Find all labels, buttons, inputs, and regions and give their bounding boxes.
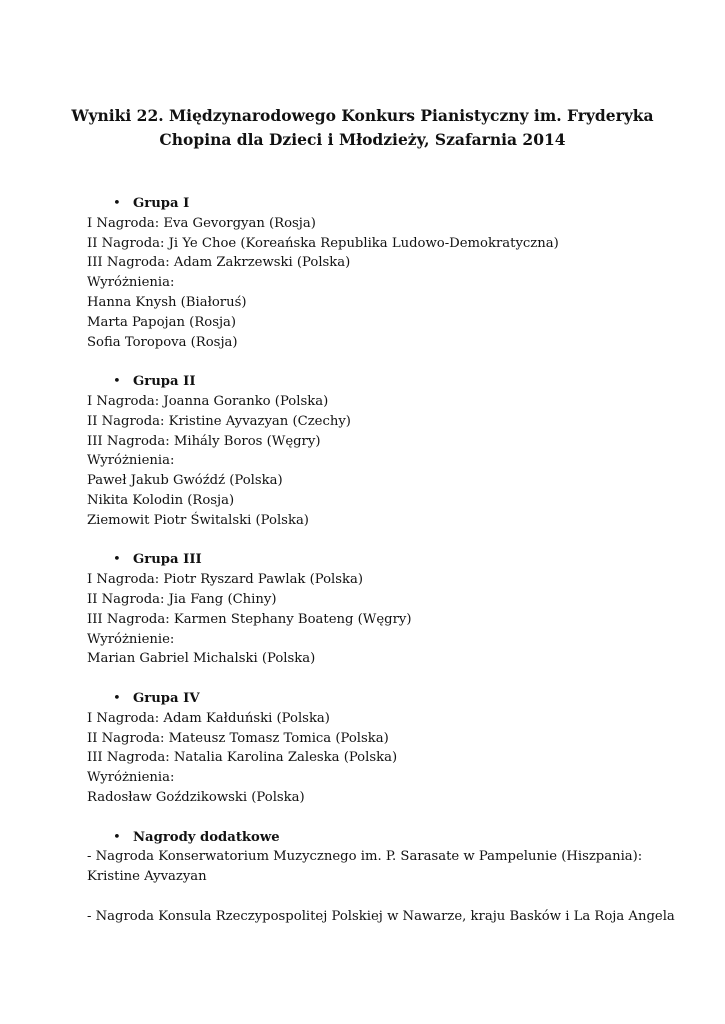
- group-heading-label: Grupa II: [133, 374, 196, 390]
- bullet-icon: •: [113, 690, 121, 706]
- spacer: [87, 352, 687, 372]
- result-line: III Nagroda: Adam Zakrzewski (Polska): [87, 255, 351, 271]
- bullet-icon: •: [113, 552, 121, 568]
- spacer: [87, 669, 687, 689]
- extra-prize-line: - Nagroda Konserwatorium Muzycznego im. P. Sarasate w Pampelunie (Hiszpania):: [87, 849, 643, 865]
- result-line: I Nagroda: Joanna Goranko (Polska): [87, 393, 329, 409]
- spacer: [87, 808, 687, 828]
- extra-prizes-heading: [87, 828, 687, 848]
- spacer: [87, 887, 687, 907]
- extra-prize-winner: Kristine Ayvazyan: [87, 869, 207, 885]
- result-line: Hanna Knysh (Białoruś): [87, 294, 247, 310]
- title-line-1: Wyniki 22. Międzynarodowego Konkurs Pianistyczny im. Fryderyka: [71, 106, 654, 125]
- group-heading-label: Grupa I: [133, 196, 190, 211]
- document-title: [60, 104, 665, 152]
- distinctions-label: Wyróżnienia:: [87, 453, 175, 469]
- extra-prizes-heading-label: Nagrody dodatkowe: [133, 829, 280, 845]
- result-line: II Nagroda: Kristine Ayvazyan (Czechy): [87, 413, 351, 429]
- group-heading-3: [87, 550, 687, 570]
- result-line: Paweł Jakub Gwóźdź (Polska): [87, 473, 283, 489]
- spacer: [87, 531, 687, 551]
- bullet-icon: •: [113, 374, 121, 390]
- distinctions-label: Wyróżnienia:: [87, 770, 175, 786]
- extra-prize-line: - Nagroda Konsula Rzeczypospolitej Polskiej w Nawarze, kraju Basków i La Roja Angela: [87, 908, 675, 924]
- result-line: Nikita Kolodin (Rosja): [87, 492, 235, 508]
- result-line: Radosław Goździkowski (Polska): [87, 789, 305, 805]
- result-line: I Nagroda: Eva Gevorgyan (Rosja): [87, 215, 316, 231]
- result-line: Sofia Toropova (Rosja): [87, 334, 238, 350]
- group-heading-label: Grupa IV: [133, 690, 200, 706]
- result-line: II Nagroda: Jia Fang (Chiny): [87, 591, 277, 607]
- group-heading-1: [87, 194, 687, 214]
- group-heading-2: [87, 372, 687, 392]
- group-heading-4: [87, 689, 687, 709]
- distinctions-label: Wyróżnienie:: [87, 631, 175, 647]
- results-content: [87, 194, 687, 926]
- result-line: II Nagroda: Ji Ye Choe (Koreańska Republika Ludowo-Demokratyczna): [87, 235, 559, 251]
- result-line: II Nagroda: Mateusz Tomasz Tomica (Polska): [87, 730, 389, 746]
- result-line: III Nagroda: Mihály Boros (Węgry): [87, 433, 321, 449]
- result-line: I Nagroda: Piotr Ryszard Pawlak (Polska): [87, 572, 364, 588]
- result-line: I Nagroda: Adam Kałduński (Polska): [87, 710, 330, 726]
- result-line: Ziemowit Piotr Świtalski (Polska): [87, 512, 309, 528]
- result-line: Marian Gabriel Michalski (Polska): [87, 651, 316, 667]
- group-heading-label: Grupa III: [133, 552, 202, 568]
- bullet-icon: •: [113, 196, 121, 211]
- distinctions-label: Wyróżnienia:: [87, 275, 175, 291]
- result-line: III Nagroda: Karmen Stephany Boateng (Węgry): [87, 611, 412, 627]
- bullet-icon: •: [113, 829, 121, 845]
- result-line: III Nagroda: Natalia Karolina Zaleska (Polska): [87, 750, 398, 766]
- title-line-2: Chopina dla Dzieci i Młodzieży, Szafarnia 2014: [159, 130, 566, 149]
- result-line: Marta Papojan (Rosja): [87, 314, 237, 330]
